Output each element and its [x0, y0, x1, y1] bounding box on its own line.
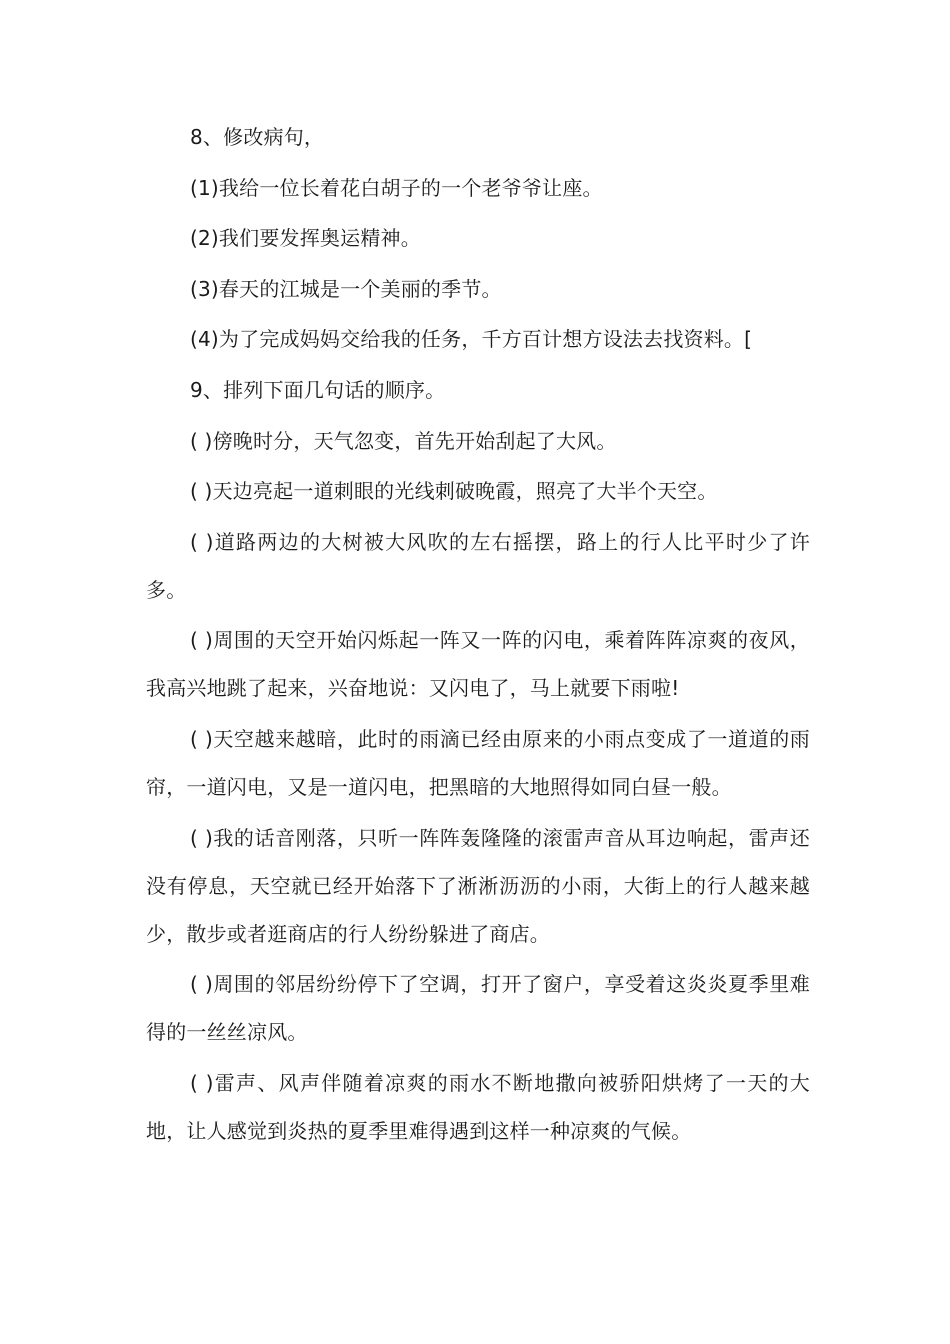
ordering-item-2: ( )天边亮起一道刺眼的光线刺破晚霞，照亮了大半个天空。	[190, 479, 718, 504]
sentence-item-4: (4)为了完成妈妈交给我的任务，千方百计想方设法去找资料。[	[190, 327, 753, 352]
question-9-heading: 9、排列下面几句话的顺序。	[190, 377, 446, 402]
ordering-item-4: ( )周围的天空开始闪烁起一阵又一阵的闪电，乘着阵阵凉爽的夜风，我高兴地跳了起来，兴奋地说：又闪电了，马上就要下雨啦!	[146, 628, 810, 701]
document-body	[146, 113, 810, 1157]
ordering-item-7: ( )周围的邻居纷纷停下了空调，打开了窗户，享受着这炎炎夏季里难得的一丝丝凉风。	[146, 972, 810, 1045]
sentence-item-3: (3)春天的江城是一个美丽的季节。	[190, 276, 502, 301]
sentence-item-1: (1)我给一位长着花白胡子的一个老爷爷让座。	[190, 175, 603, 200]
question-8-heading: 8、修改病句，	[190, 125, 325, 149]
ordering-item-3: ( )道路两边的大树被大风吹的左右摇摆，路上的行人比平时少了许多。	[146, 529, 810, 602]
ordering-item-5: ( )天空越来越暗，此时的雨滴已经由原来的小雨点变成了一道道的雨帘，一道闪电，又是一道闪电，把黑暗的大地照得如同白昼一般。	[146, 726, 810, 799]
ordering-item-8: ( )雷声、风声伴随着凉爽的雨水不断地撒向被骄阳烘烤了一天的大地，让人感觉到炎热的夏季里难得遇到这样一种凉爽的气候。	[146, 1070, 810, 1143]
ordering-item-1: ( )傍晚时分，天气忽变，首先开始刮起了大风。	[190, 428, 617, 453]
sentence-item-2: (2)我们要发挥奥运精神。	[190, 226, 421, 251]
ordering-item-6: ( )我的话音刚落，只听一阵阵轰隆隆的滚雷声音从耳边响起，雷声还没有停息，天空就已经开始落下了淅淅沥沥的小雨，大街上的行人越来越少，散步或者逛商店的行人纷纷躲进了商店。	[146, 825, 810, 946]
